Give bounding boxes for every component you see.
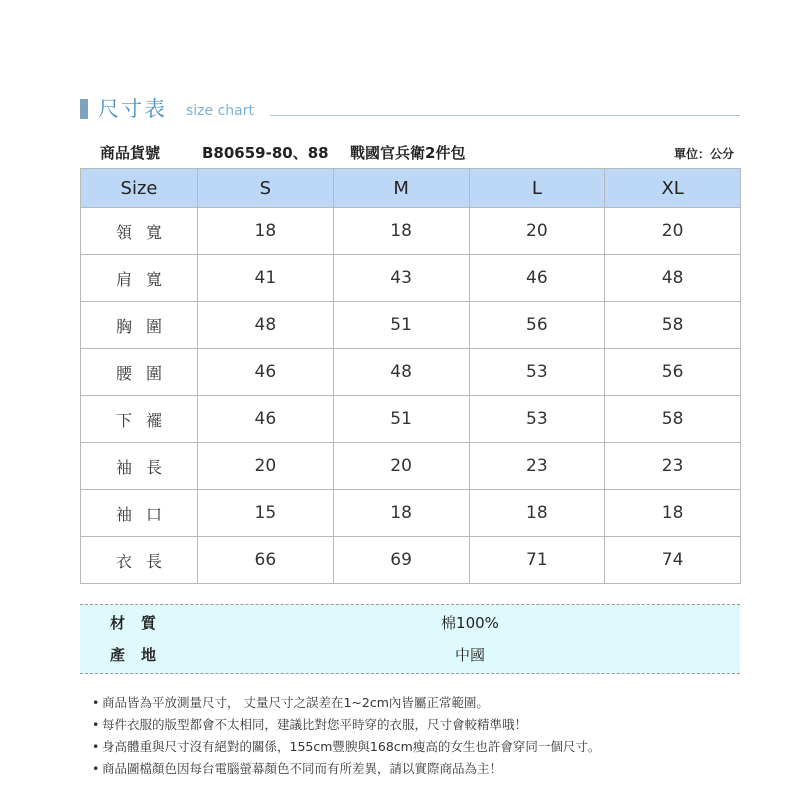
- table-row: [81, 396, 741, 443]
- size-column-header: Size: [81, 169, 198, 208]
- table-cell: 43: [333, 255, 469, 302]
- table-row: [81, 490, 741, 537]
- size-header-row: [81, 169, 741, 208]
- table-cell: 53: [469, 396, 605, 443]
- table-cell: 56: [605, 349, 741, 396]
- note-item: [92, 692, 772, 714]
- row-label: 袖長: [81, 443, 198, 490]
- table-row: [81, 255, 741, 302]
- size-chart-header: [80, 96, 740, 124]
- origin-value: 中國: [454, 646, 485, 664]
- table-cell: 20: [469, 208, 605, 255]
- table-cell: 18: [605, 490, 741, 537]
- origin-row: [80, 639, 740, 671]
- bullet-icon: •: [92, 717, 100, 732]
- row-label: 領寬: [81, 208, 198, 255]
- table-cell: 48: [198, 302, 334, 349]
- table-cell: 53: [469, 349, 605, 396]
- table-cell: 48: [333, 349, 469, 396]
- table-cell: 23: [469, 443, 605, 490]
- table-cell: 20: [605, 208, 741, 255]
- note-text: 商品皆為平放測量尺寸， 丈量尺寸之誤差在1~2cm內皆屬正常範圍。: [102, 695, 489, 710]
- row-label: 衣長: [81, 537, 198, 584]
- size-m-header: M: [333, 169, 469, 208]
- unit-label: 單位：公分: [673, 147, 734, 161]
- product-code: B80659-80、88: [202, 144, 329, 162]
- table-cell: 58: [605, 396, 741, 443]
- table-cell: 15: [198, 490, 334, 537]
- table-row: [81, 208, 741, 255]
- note-text: 商品圖檔顏色因每台電腦螢幕顏色不同而有所差異，請以實際商品為主！: [102, 761, 503, 776]
- header-accent-bar: [80, 99, 88, 119]
- header-divider: [270, 115, 740, 116]
- origin-label: 產地: [110, 646, 173, 664]
- table-row: [81, 302, 741, 349]
- note-text: 身高體重與尺寸沒有絕對的關係，155cm豐腴與168cm瘦高的女生也許會穿同一個尺寸。: [102, 739, 601, 754]
- size-s-header: S: [198, 169, 334, 208]
- table-cell: 69: [333, 537, 469, 584]
- row-label: 胸圍: [81, 302, 198, 349]
- row-label: 袖口: [81, 490, 198, 537]
- table-cell: 18: [198, 208, 334, 255]
- table-cell: 18: [333, 490, 469, 537]
- row-label: 腰圍: [81, 349, 198, 396]
- table-cell: 46: [198, 349, 334, 396]
- table-cell: 41: [198, 255, 334, 302]
- table-cell: 46: [469, 255, 605, 302]
- material-row: [80, 607, 740, 639]
- table-cell: 74: [605, 537, 741, 584]
- bullet-icon: •: [92, 695, 100, 710]
- table-cell: 66: [198, 537, 334, 584]
- table-cell: 56: [469, 302, 605, 349]
- table-cell: 20: [198, 443, 334, 490]
- table-cell: 46: [198, 396, 334, 443]
- note-item: [92, 736, 772, 758]
- page-title: 尺寸表: [98, 97, 167, 121]
- material-value: 棉100%: [441, 614, 499, 632]
- size-xl-header: XL: [605, 169, 741, 208]
- note-item: [92, 714, 772, 736]
- table-row: [81, 537, 741, 584]
- size-l-header: L: [469, 169, 605, 208]
- row-label: 肩寬: [81, 255, 198, 302]
- table-cell: 20: [333, 443, 469, 490]
- table-cell: 51: [333, 302, 469, 349]
- note-text: 每件衣服的版型都會不太相同，建議比對您平時穿的衣服，尺寸會較精準哦！: [102, 717, 528, 732]
- page-subtitle: size chart: [186, 103, 254, 119]
- table-cell: 51: [333, 396, 469, 443]
- notes-list: [92, 692, 772, 780]
- material-label: 材質: [110, 614, 173, 632]
- table-cell: 71: [469, 537, 605, 584]
- table-cell: 48: [605, 255, 741, 302]
- product-info: [100, 142, 740, 164]
- table-row: [81, 443, 741, 490]
- size-table: [80, 168, 741, 584]
- table-cell: 18: [469, 490, 605, 537]
- table-cell: 58: [605, 302, 741, 349]
- material-origin-box: [80, 604, 740, 674]
- bullet-icon: •: [92, 739, 100, 754]
- bullet-icon: •: [92, 761, 100, 776]
- table-row: [81, 349, 741, 396]
- table-cell: 18: [333, 208, 469, 255]
- product-code-label: 商品貨號: [100, 144, 161, 162]
- note-item: [92, 758, 772, 780]
- product-name: 戰國官兵衛2件包: [350, 144, 466, 162]
- row-label: 下襬: [81, 396, 198, 443]
- table-cell: 23: [605, 443, 741, 490]
